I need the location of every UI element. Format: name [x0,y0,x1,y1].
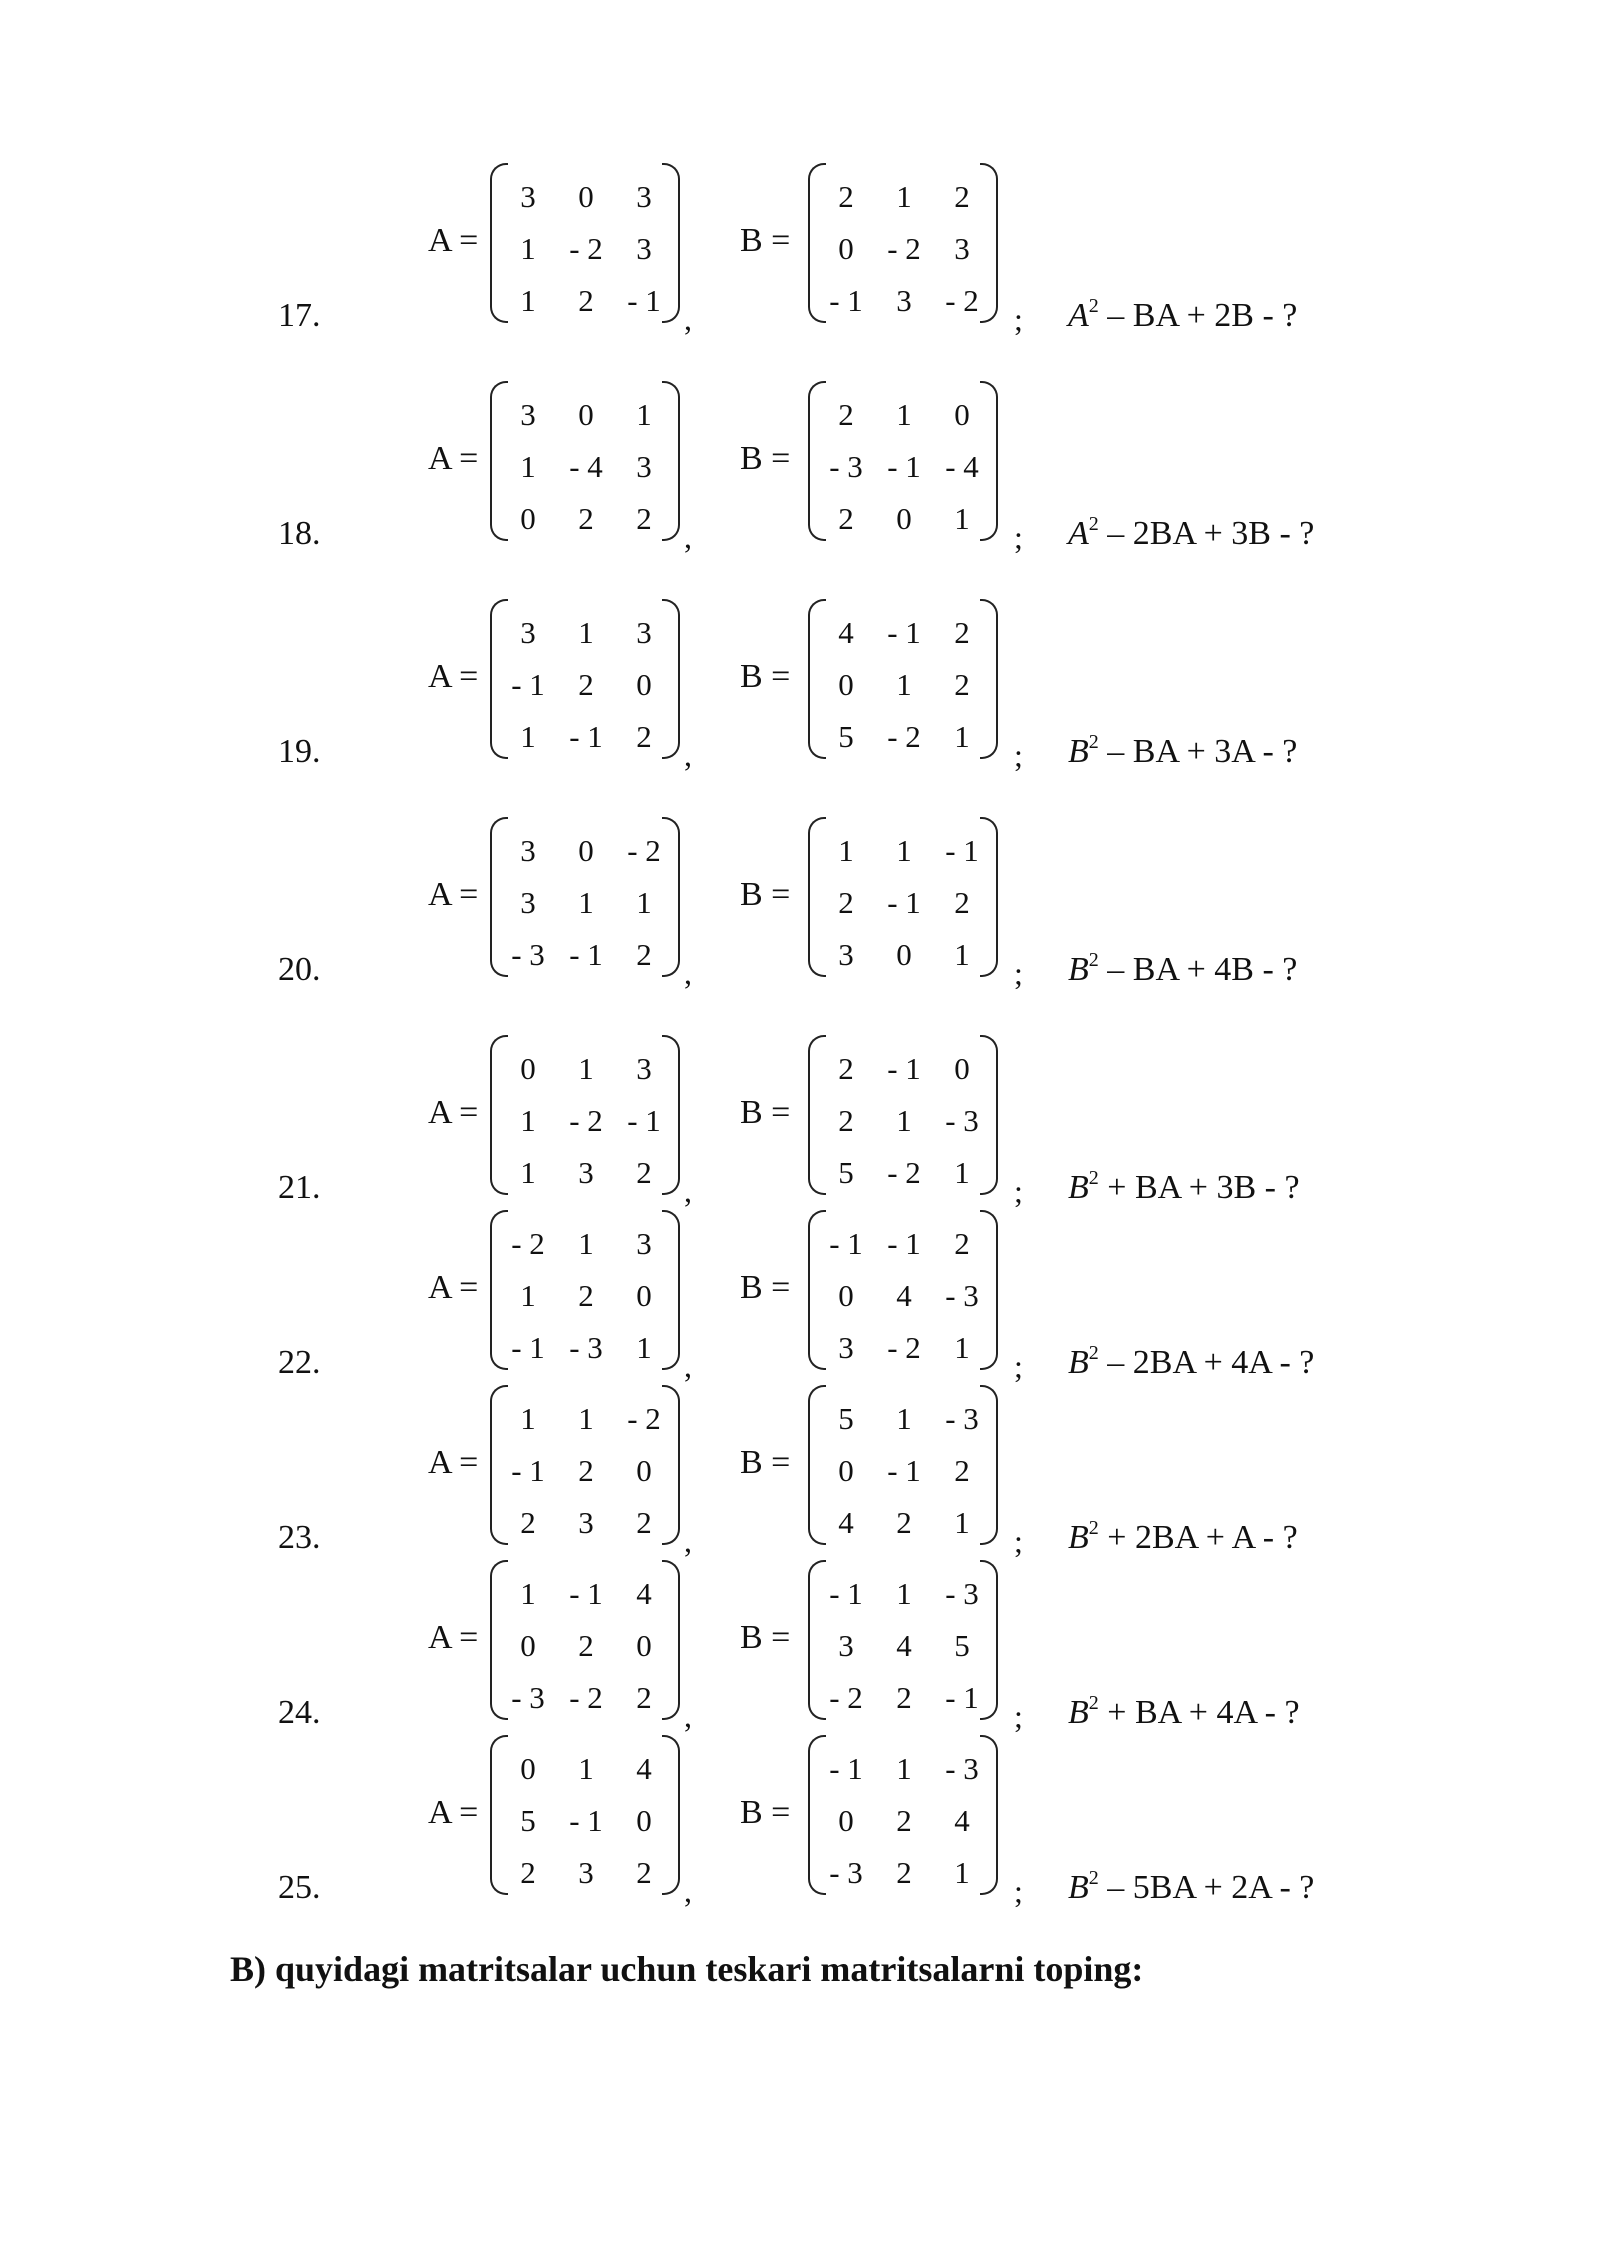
matrix-cell: 1 [954,1155,970,1190]
matrix-cell: 4 [954,1803,970,1838]
semicolon: ; [1014,301,1023,337]
matrix-cell: 5 [838,1155,854,1190]
expression-power: 2 [1088,1342,1099,1364]
matrix-cell: - 4 [945,449,979,484]
matrix-cell: 1 [520,1576,536,1611]
expression-base: B [1068,733,1089,770]
matrix-cell: - 1 [829,1576,863,1611]
expression-power: 2 [1088,1167,1099,1189]
matrix-cell: - 1 [887,1051,921,1086]
comma: , [684,519,692,555]
matrix-cell: 0 [636,1278,652,1313]
expression-base: B [1068,1169,1089,1206]
matrix-cell: 3 [636,179,652,214]
matrix-cell: 2 [636,1680,652,1715]
matrix-cell: 0 [636,1628,652,1663]
matrix-cell: 0 [520,1628,536,1663]
matrix-b [808,599,998,759]
matrix-cell: - 1 [569,937,603,972]
expression-power: 2 [1088,731,1099,753]
expression-base: B [1068,1869,1089,1906]
matrix-cell: 1 [896,833,912,868]
matrix-cell: - 2 [887,231,921,266]
problem-number: 18. [278,515,321,552]
matrix-b [808,1035,998,1195]
matrix-cell: 3 [636,231,652,266]
matrix-cell: 0 [636,1803,652,1838]
matrix-cell: 3 [636,1051,652,1086]
problem-row [0,1572,1600,1752]
matrix-cell: 2 [636,501,652,536]
semicolon: ; [1014,1173,1023,1209]
matrix-cell: - 2 [511,1226,545,1261]
matrix-cell: 0 [954,397,970,432]
matrix-a-label: A = [428,1269,479,1306]
matrix-cell: 3 [636,1226,652,1261]
matrix-a [490,163,680,323]
expression-power: 2 [1088,513,1099,535]
matrix-b-label: B = [740,1794,791,1831]
problem-number: 23. [278,1519,321,1556]
matrix-a [490,1385,680,1545]
matrix-cell: 0 [896,937,912,972]
matrix-cell: - 1 [829,1226,863,1261]
matrix-b [808,381,998,541]
matrix-a-label: A = [428,1094,479,1131]
matrix-cell: 2 [636,1505,652,1540]
matrix-cell: 1 [520,1155,536,1190]
comma: , [684,1348,692,1384]
matrix-cell: 3 [636,615,652,650]
comma: , [684,1523,692,1559]
matrix-cell: 1 [520,283,536,318]
matrix-cell: 1 [896,1401,912,1436]
matrix-cell: 1 [954,937,970,972]
matrix-cell: - 1 [627,1103,661,1138]
matrix-cell: 1 [896,1103,912,1138]
matrix-cell: 1 [838,833,854,868]
matrix-cell: - 3 [511,937,545,972]
matrix-cell: - 3 [829,1855,863,1890]
matrix-cell: - 1 [887,1453,921,1488]
semicolon: ; [1014,1348,1023,1384]
matrix-cell: 2 [838,397,854,432]
expression-base: B [1068,1694,1089,1731]
matrix-b-label: B = [740,876,791,913]
matrix-cell: 2 [954,1453,970,1488]
expression-power: 2 [1088,1517,1099,1539]
matrix-cell: 4 [636,1576,652,1611]
expression-power: 2 [1088,1692,1099,1714]
matrix-b-label: B = [740,1094,791,1131]
matrix-b-label: B = [740,440,791,477]
matrix-cell: 2 [896,1855,912,1890]
matrix-cell: 5 [520,1803,536,1838]
matrix-a [490,1560,680,1720]
matrix-cell: - 3 [569,1330,603,1365]
matrix-cell: - 3 [511,1680,545,1715]
matrix-cell: 2 [520,1505,536,1540]
matrix-cell: 0 [520,1051,536,1086]
expression-rest: + 2BA + A - ? [1098,1519,1298,1556]
matrix-cell: - 3 [945,1751,979,1786]
matrix-cell: 1 [896,667,912,702]
matrix-cell: 5 [954,1628,970,1663]
matrix-b [808,1210,998,1370]
matrix-cell: 0 [838,231,854,266]
comma: , [684,301,692,337]
comma: , [684,737,692,773]
matrix-cell: 5 [838,1401,854,1436]
matrix-cell: - 3 [829,449,863,484]
matrix-cell: 1 [636,885,652,920]
comma: , [684,1173,692,1209]
matrix-cell: - 3 [945,1401,979,1436]
matrix-cell: 2 [838,885,854,920]
expression [1068,733,1297,771]
matrix-cell: - 2 [887,1155,921,1190]
matrix-cell: 0 [520,1751,536,1786]
matrix-cell: 0 [578,397,594,432]
matrix-cell: - 3 [945,1576,979,1611]
matrix-cell: - 1 [511,1330,545,1365]
comma: , [684,1873,692,1909]
expression [1068,1169,1300,1207]
matrix-cell: 1 [578,1226,594,1261]
matrix-cell: 0 [838,1278,854,1313]
matrix-cell: 1 [896,1751,912,1786]
expression [1068,1694,1300,1732]
matrix-cell: 4 [896,1628,912,1663]
matrix-cell: 1 [520,1278,536,1313]
problem-row [0,1747,1600,1927]
matrix-cell: 2 [896,1803,912,1838]
problem-number: 17. [278,297,321,334]
matrix-cell: - 2 [945,283,979,318]
matrix-cell: - 1 [945,833,979,868]
matrix-cell: - 1 [511,1453,545,1488]
semicolon: ; [1014,1873,1023,1909]
matrix-cell: 2 [838,179,854,214]
problem-number: 22. [278,1344,321,1381]
matrix-cell: 4 [896,1278,912,1313]
expression [1068,515,1314,553]
matrix-cell: 1 [636,1330,652,1365]
matrix-cell: - 1 [627,283,661,318]
matrix-cell: - 2 [569,1103,603,1138]
comma: , [684,1698,692,1734]
expression-base: A [1068,515,1089,552]
matrix-cell: 1 [578,1401,594,1436]
matrix-cell: 2 [838,1103,854,1138]
expression [1068,1344,1314,1382]
expression-rest: – BA + 2B - ? [1098,297,1298,334]
semicolon: ; [1014,955,1023,991]
matrix-cell: 3 [838,1628,854,1663]
expression-rest: – 2BA + 4A - ? [1098,1344,1315,1381]
problem-number: 20. [278,951,321,988]
matrix-cell: 1 [954,1330,970,1365]
matrix-cell: 2 [578,1278,594,1313]
problem-row [0,175,1600,355]
matrix-b-label: B = [740,222,791,259]
matrix-cell: 1 [954,719,970,754]
matrix-b [808,163,998,323]
expression-rest: – 2BA + 3B - ? [1098,515,1315,552]
matrix-cell: 4 [838,1505,854,1540]
expression-power: 2 [1088,295,1099,317]
matrix-a-label: A = [428,1444,479,1481]
matrix-cell: 4 [636,1751,652,1786]
matrix-cell: 2 [520,1855,536,1890]
matrix-cell: 2 [636,719,652,754]
matrix-cell: 3 [578,1505,594,1540]
matrix-cell: - 2 [569,1680,603,1715]
matrix-cell: - 1 [887,449,921,484]
expression-power: 2 [1088,1867,1099,1889]
problem-number: 24. [278,1694,321,1731]
expression-rest: + BA + 4A - ? [1098,1694,1300,1731]
matrix-cell: 1 [896,397,912,432]
matrix-cell: 2 [636,1855,652,1890]
matrix-a-label: A = [428,1619,479,1656]
matrix-cell: 2 [896,1505,912,1540]
expression [1068,1519,1298,1557]
semicolon: ; [1014,737,1023,773]
matrix-cell: 2 [578,501,594,536]
comma: , [684,955,692,991]
matrix-cell: 1 [520,1401,536,1436]
matrix-cell: 0 [520,501,536,536]
semicolon: ; [1014,1698,1023,1734]
matrix-cell: - 2 [569,231,603,266]
matrix-a-label: A = [428,876,479,913]
matrix-cell: 2 [578,283,594,318]
matrix-b-label: B = [740,1444,791,1481]
matrix-cell: 3 [520,885,536,920]
matrix-cell: 2 [838,1051,854,1086]
matrix-cell: 1 [578,1051,594,1086]
matrix-cell: 2 [896,1680,912,1715]
matrix-cell: 3 [636,449,652,484]
matrix-a [490,381,680,541]
problem-row [0,1397,1600,1577]
problem-number: 25. [278,1869,321,1906]
matrix-cell: 1 [520,719,536,754]
matrix-cell: 0 [838,1453,854,1488]
matrix-a-label: A = [428,222,479,259]
matrix-cell: 0 [896,501,912,536]
expression-rest: – 5BA + 2A - ? [1098,1869,1315,1906]
matrix-cell: 0 [578,833,594,868]
matrix-cell: - 2 [887,719,921,754]
expression [1068,1869,1314,1907]
matrix-cell: 3 [838,937,854,972]
matrix-b [808,817,998,977]
matrix-a [490,1210,680,1370]
matrix-cell: 0 [954,1051,970,1086]
expression [1068,297,1297,335]
matrix-cell: - 1 [511,667,545,702]
matrix-cell: 1 [520,449,536,484]
matrix-a-label: A = [428,658,479,695]
matrix-a-label: A = [428,440,479,477]
expression-base: A [1068,297,1089,334]
matrix-cell: 3 [578,1855,594,1890]
matrix-cell: 3 [838,1330,854,1365]
matrix-cell: - 1 [569,1576,603,1611]
matrix-cell: 0 [838,667,854,702]
matrix-b [808,1735,998,1895]
expression-base: B [1068,951,1089,988]
expression-power: 2 [1088,949,1099,971]
expression [1068,951,1297,989]
problem-row [0,829,1600,1009]
problem-row [0,1047,1600,1227]
expression-rest: – BA + 4B - ? [1098,951,1298,988]
matrix-cell: 4 [838,615,854,650]
matrix-cell: - 2 [627,1401,661,1436]
matrix-cell: - 1 [887,615,921,650]
expression-rest: + BA + 3B - ? [1098,1169,1300,1206]
matrix-cell: 2 [578,667,594,702]
matrix-b [808,1385,998,1545]
matrix-cell: 2 [954,179,970,214]
matrix-cell: 3 [520,833,536,868]
matrix-cell: 2 [578,1453,594,1488]
semicolon: ; [1014,519,1023,555]
matrix-b-label: B = [740,658,791,695]
matrix-cell: 1 [896,1576,912,1611]
matrix-cell: - 1 [569,1803,603,1838]
matrix-cell: - 1 [887,1226,921,1261]
matrix-cell: 3 [896,283,912,318]
matrix-cell: 3 [520,397,536,432]
problem-number: 21. [278,1169,321,1206]
matrix-cell: 1 [636,397,652,432]
problem-number: 19. [278,733,321,770]
semicolon: ; [1014,1523,1023,1559]
problem-row [0,393,1600,573]
matrix-a [490,1735,680,1895]
matrix-cell: 2 [636,937,652,972]
section-heading: B) quyidagi matritsalar uchun teskari matritsalarni toping: [230,1949,1144,1989]
matrix-cell: - 2 [829,1680,863,1715]
matrix-cell: 2 [578,1628,594,1663]
matrix-cell: 3 [520,615,536,650]
matrix-cell: 1 [954,1855,970,1890]
matrix-cell: 1 [954,1505,970,1540]
matrix-cell: - 1 [829,283,863,318]
matrix-cell: 2 [954,885,970,920]
expression-base: B [1068,1519,1089,1556]
matrix-a [490,1035,680,1195]
matrix-cell: - 3 [945,1278,979,1313]
matrix-cell: 1 [578,885,594,920]
matrix-cell: 3 [954,231,970,266]
matrix-cell: 0 [838,1803,854,1838]
matrix-cell: 1 [578,615,594,650]
matrix-cell: 0 [636,1453,652,1488]
matrix-cell: 3 [520,179,536,214]
expression-base: B [1068,1344,1089,1381]
problem-row [0,1222,1600,1402]
matrix-cell: 2 [954,615,970,650]
matrix-cell: 0 [636,667,652,702]
matrix-b [808,1560,998,1720]
matrix-cell: - 1 [569,719,603,754]
matrix-cell: 1 [954,501,970,536]
matrix-cell: 1 [896,179,912,214]
problem-row [0,611,1600,791]
matrix-cell: 2 [838,501,854,536]
matrix-cell: - 1 [887,885,921,920]
matrix-cell: 1 [520,1103,536,1138]
matrix-cell: - 4 [569,449,603,484]
matrix-cell: 1 [520,231,536,266]
matrix-cell: 2 [636,1155,652,1190]
matrix-cell: 3 [578,1155,594,1190]
matrix-a-label: A = [428,1794,479,1831]
matrix-cell: - 1 [829,1751,863,1786]
matrix-b-label: B = [740,1619,791,1656]
matrix-cell: - 2 [887,1330,921,1365]
matrix-cell: 5 [838,719,854,754]
matrix-cell: 2 [954,667,970,702]
matrix-cell: 1 [578,1751,594,1786]
matrix-cell: 0 [578,179,594,214]
matrix-cell: - 3 [945,1103,979,1138]
matrix-cell: - 2 [627,833,661,868]
matrix-cell: 2 [954,1226,970,1261]
matrix-b-label: B = [740,1269,791,1306]
matrix-a [490,817,680,977]
matrix-a [490,599,680,759]
matrix-cell: - 1 [945,1680,979,1715]
expression-rest: – BA + 3A - ? [1098,733,1298,770]
